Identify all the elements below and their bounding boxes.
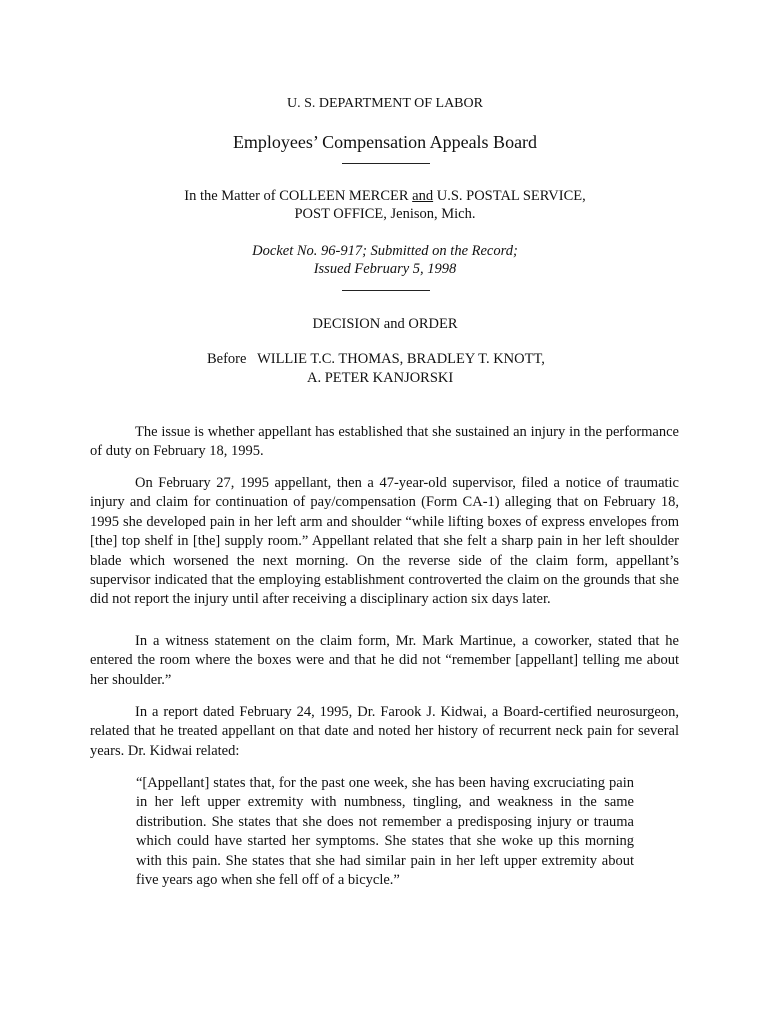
paragraph-issue: The issue is whether appellant has established that she sustained an injury in the performance of duty on February 18, 1995. (90, 424, 679, 460)
decision-title: DECISION and ORDER (312, 316, 458, 332)
docket-line1: Docket No. 96-917; Submitted on the Record; (252, 243, 518, 259)
caption-prefix: In the Matter of COLLEEN MERCER (184, 188, 413, 204)
case-caption (0, 187, 770, 223)
divider-rule (342, 290, 430, 291)
caption-line2: POST OFFICE, Jenison, Mich. (294, 206, 476, 222)
paragraph-report: In a report dated February 24, 1995, Dr. Farook J. Kidwai, a Board-certified neurosurgeon, related that he treated appellant on that date and noted her history of recurrent neck pain for several years. Dr. Kidwai related: (90, 704, 679, 759)
caption-and: and (412, 188, 434, 204)
block-quote: “[Appellant] states that, for the past one week, she has been having excruciating pain in her left upper extremity with numbness, tingling, and weakness in the same distribution. She states that she does not remember a predisposing injury or trauma which could have started her symptoms. She states that she woke up this morning with this pain. She states that she had similar pain in her left upper extremity about five years ago when she fell off of a bicycle.” (136, 775, 634, 889)
docket-info (0, 242, 770, 278)
panel-members-line2: A. PETER KANJORSKI (307, 370, 454, 386)
panel-members-line1: Before WILLIE T.C. THOMAS, BRADLEY T. KNOTT, (207, 351, 545, 367)
board-title: Employees’ Compensation Appeals Board (232, 132, 538, 152)
docket-line2: Issued February 5, 1998 (313, 261, 457, 277)
divider-rule (342, 163, 430, 164)
paragraph-claim: On February 27, 1995 appellant, then a 47-year-old supervisor, filed a notice of traumatic injury and claim for continuation of pay/compensation (Form CA-1) alleging that on February 18, 1995 she developed pain in her left arm and shoulder “while lifting boxes of express envelopes from [the] top shelf in [the] supply room.” Appellant related that she felt a sharp pain in her left shoulder blade which worsened the next morning. On the reverse side of the claim form, appellant’s supervisor indicated that the employing establishment controverted the claim on the grounds that she did not report the injury until after receiving a disciplinary action six days later. (90, 475, 679, 608)
paragraph-witness: In a witness statement on the claim form, Mr. Mark Martinue, a coworker, stated that he entered the room where the boxes were and that he did not “remember [appellant] telling me about her shoulder.” (90, 633, 679, 688)
caption-suffix: U.S. POSTAL SERVICE, (433, 188, 586, 204)
agency-heading: U. S. DEPARTMENT OF LABOR (287, 96, 483, 111)
